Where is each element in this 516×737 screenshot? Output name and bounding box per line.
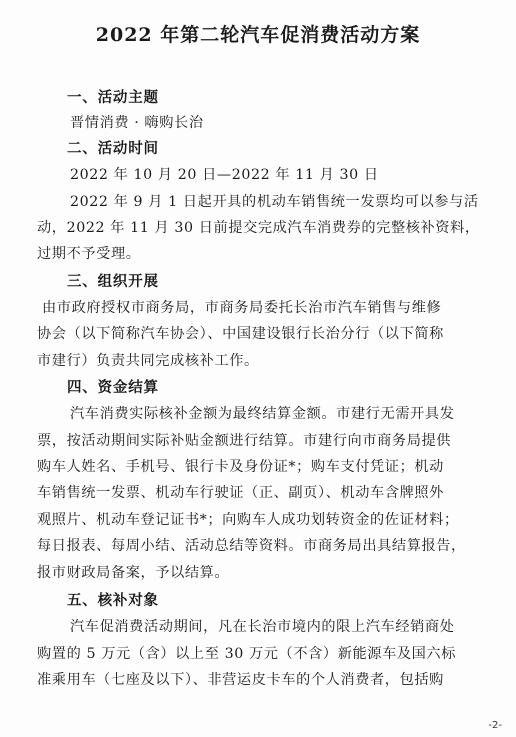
body-line: 动，2022 年 11 月 30 日前提交完成汽车消费券的完整核补资料， bbox=[37, 220, 480, 236]
section-heading: 四、资金结算 bbox=[67, 380, 159, 396]
section-heading: 五、核补对象 bbox=[67, 593, 159, 609]
body-line: 晋情消费 · 嗨购长治 bbox=[70, 115, 204, 131]
body-line: 2022 年 9 月 1 日起开具的机动车销售统一发票均可以参与活 bbox=[70, 194, 479, 210]
body-line: 购车人姓名、手机号、银行卡及身份证*；购车支付凭证；机动 bbox=[37, 459, 444, 475]
body-line: 由市政府授权市商务局，市商务局委托长治市汽车销售与维修 bbox=[42, 300, 442, 316]
body-line: 报市财政局备案，予以结算。 bbox=[37, 565, 230, 581]
body-line: 车销售统一发票、机动车行驶证（正、副页）、机动车含牌照外 bbox=[37, 485, 444, 501]
document-title: 2022 年第二轮汽车促消费活动方案 bbox=[95, 24, 421, 46]
body-line: 准乘用车（七座及以下）、非营运皮卡车的个人消费者，包括购 bbox=[37, 672, 444, 688]
body-line: 汽车消费实际核补金额为最终结算金额。市建行无需开具发 bbox=[70, 406, 455, 422]
body-line: 汽车促消费活动期间，凡在长治市境内的限上汽车经销商处 bbox=[70, 619, 455, 635]
body-line: 观照片、机动车登记证书*；向购车人成功划转资金的佐证材料； bbox=[37, 512, 459, 528]
body-line: 协会（以下简称汽车协会）、中国建设银行长治分行（以下简称 bbox=[37, 326, 444, 342]
body-line: 2022 年 10 月 20 日—2022 年 11 月 30 日 bbox=[70, 167, 379, 183]
body-line: 票，按活动期间实际补贴金额进行结算。市建行向市商务局提供 bbox=[37, 433, 452, 449]
page-number: -2- bbox=[488, 720, 502, 731]
body-line: 过期不予受理。 bbox=[37, 246, 141, 262]
body-line: 购置的 5 万元（含）以上至 30 万元（不含）新能源车及国六标 bbox=[37, 646, 457, 662]
body-line: 市建行）负责共同完成核补工作。 bbox=[37, 353, 259, 369]
section-heading: 一、活动主题 bbox=[67, 90, 159, 106]
section-heading: 二、活动时间 bbox=[67, 141, 159, 157]
section-heading: 三、组织开展 bbox=[67, 274, 159, 290]
body-line: 每日报表、每周小结、活动总结等资料。市商务局出具结算报告， bbox=[37, 538, 466, 554]
